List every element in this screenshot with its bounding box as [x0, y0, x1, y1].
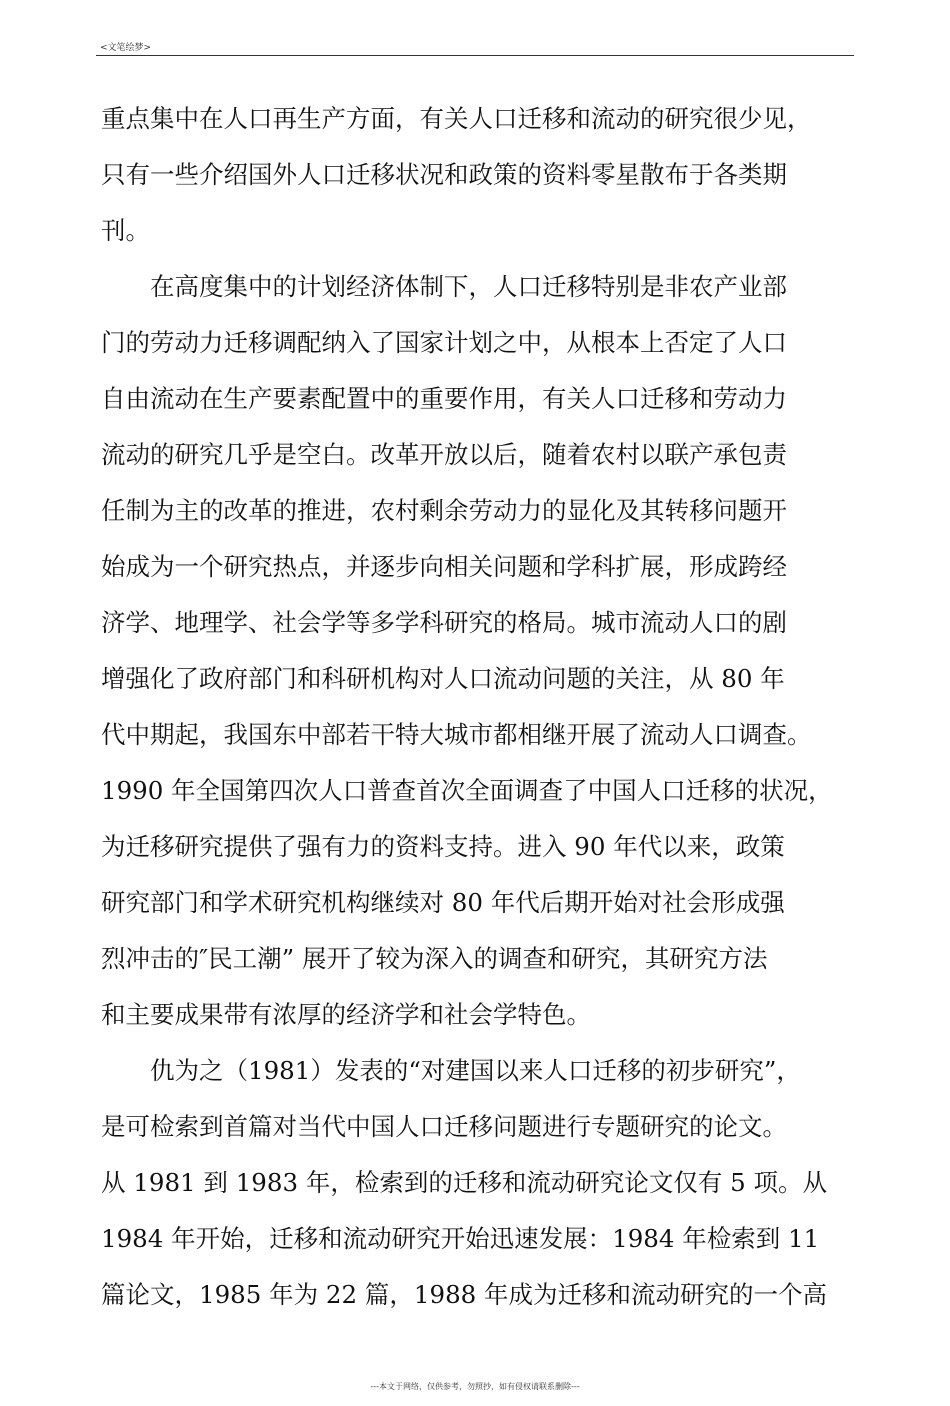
- text-line: 1990 年全国第四次人口普查首次全面调查了中国人口迁移的状况，: [101, 776, 833, 805]
- text-line: 自由流动在生产要素配置中的重要作用，有关人口迁移和劳动力: [101, 384, 787, 413]
- header-divider: [96, 55, 854, 56]
- text-line: 烈冲击的″民工潮” 展开了较为深入的调查和研究，其研究方法: [101, 944, 768, 973]
- text-line: 代中期起，我国东中部若干特大城市都相继开展了流动人口调查。: [101, 720, 812, 749]
- text-line: 和主要成果带有浓厚的经济学和社会学特色。: [101, 1000, 591, 1029]
- text-line: 任制为主的改革的推进，农村剩余劳动力的显化及其转移问题开: [101, 496, 787, 525]
- text-line: 从 1981 到 1983 年，检索到的迁移和流动研究论文仅有 5 项。从: [101, 1168, 828, 1197]
- text-line: 济学、地理学、社会学等多学科研究的格局。城市流动人口的剧: [101, 608, 787, 637]
- text-line: 只有一些介绍国外人口迁移状况和政策的资料零星散布于各类期: [101, 160, 787, 189]
- paragraph-first-line: 仇为之（1981）发表的“对建国以来人口迁移的初步研究”，: [150, 1056, 801, 1085]
- header-text: <文笔绘梦>: [100, 43, 152, 53]
- text-line: 是可检索到首篇对当代中国人口迁移问题进行专题研究的论文。: [101, 1112, 787, 1141]
- paragraph-first-line: 在高度集中的计划经济体制下，人口迁移特别是非农产业部: [150, 272, 787, 301]
- text-line: 门的劳动力迁移调配纳入了国家计划之中，从根本上否定了人口: [101, 328, 787, 357]
- text-line: 重点集中在人口再生产方面，有关人口迁移和流动的研究很少见，: [101, 104, 812, 133]
- text-line: 1984 年开始，迁移和流动研究开始迅速发展：1984 年检索到 11: [101, 1224, 820, 1253]
- text-line: 始成为一个研究热点，并逐步向相关问题和学科扩展，形成跨经: [101, 552, 787, 581]
- text-line: 刊。: [101, 216, 150, 245]
- body-text: [101, 91, 857, 1323]
- text-line: 为迁移研究提供了强有力的资料支持。进入 90 年代以来，政策: [101, 832, 785, 861]
- text-line: 增强化了政府部门和科研机构对人口流动问题的关注，从 80 年: [101, 664, 785, 693]
- text-line: 研究部门和学术研究机构继续对 80 年代后期开始对社会形成强: [101, 888, 785, 917]
- text-line: 篇论文，1985 年为 22 篇，1988 年成为迁移和流动研究的一个高: [101, 1280, 828, 1309]
- footer-disclaimer: ---本文于网络，仅供参考，勿照抄，如有侵权请联系删除---: [370, 1382, 580, 1391]
- text-line: 流动的研究几乎是空白。改革开放以后，随着农村以联产承包责: [101, 440, 787, 469]
